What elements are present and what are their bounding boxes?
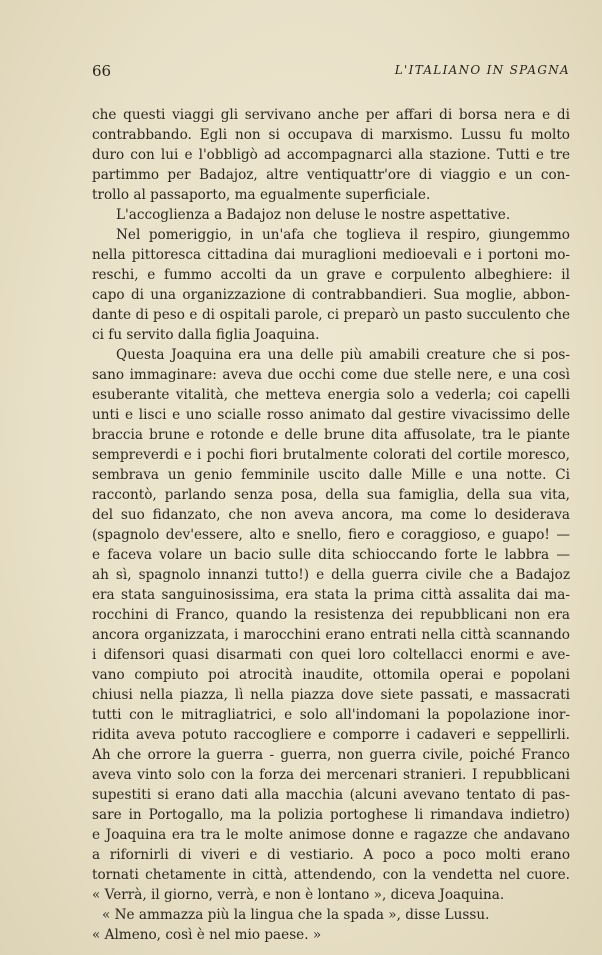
text-line: Ah che orrore la guerra - guerra, non guerra civile, poiché Franco <box>92 747 570 763</box>
text-line: chiusi nella piazza, lì nella piazza dove siete passati, e massacrati <box>92 687 570 703</box>
text-line: Questa Joaquina era una delle più amabili creature che si pos- <box>116 347 570 363</box>
text-line: ci fu servito dalla figlia Joaquina. <box>92 327 320 343</box>
running-title: L'ITALIANO IN SPAGNA <box>394 63 570 77</box>
text-line: capo di una organizzazione di contrabbandieri. Sua moglie, abbon- <box>92 287 570 303</box>
text-line: vano compiuto poi atrocità inaudite, ottomila operai e popolani <box>92 667 570 683</box>
text-line: sempreverdi e i pochi fiori brutalmente colorati del cortile moresco, <box>92 447 570 463</box>
text-line: rocchini di Franco, quando la resistenza dei repubblicani non era <box>92 607 570 623</box>
text-line: tutti con le mitragliatrici, e solo all'indomani la popolazione inor- <box>92 707 570 723</box>
text-line: nella pittoresca cittadina dai muraglioni medioevali e i portoni mo- <box>92 247 570 263</box>
body-text <box>92 105 570 945</box>
text-line: supestiti si erano dati alla macchia (alcuni avevano tentato di pas- <box>92 787 570 803</box>
text-line: sare in Portogallo, ma la polizia portoghese li rimandava indietro) <box>92 807 570 823</box>
text-line: a rifornirli di viveri e di vestiario. A poco a poco molti erano <box>92 847 570 863</box>
text-line: duro con lui e l'obbligò ad accompagnarci alla stazione. Tutti e tre <box>92 147 570 163</box>
text-line: sano immaginare: aveva due occhi come due stelle nere, e una così <box>92 367 570 383</box>
text-line: e faceva volare un bacio sulle dita schioccando forte le labbra — <box>92 547 570 563</box>
text-line: che questi viaggi gli servivano anche per affari di borsa nera e di <box>92 107 570 123</box>
text-line: L'accoglienza a Badajoz non deluse le nostre aspettative. <box>116 207 511 223</box>
page-number: 66 <box>92 62 112 80</box>
text-line: sembrava un genio femminile uscito dalle Mille e una notte. Ci <box>92 467 570 483</box>
text-line: ah sì, spagnolo innanzi tutto!) e della guerra civile che a Badajoz <box>92 567 570 583</box>
text-line: del suo fidanzato, che non aveva ancora, ma come lo desiderava <box>92 507 570 523</box>
text-line: unti e lisci e uno scialle rosso animato dal gestire vivacissimo delle <box>92 407 570 423</box>
text-line: Nel pomeriggio, in un'afa che toglieva il respiro, giungemmo <box>116 227 570 243</box>
text-line: raccontò, parlando senza posa, della sua famiglia, della sua vita, <box>92 487 570 503</box>
text-line: contrabbando. Egli non si occupava di marxismo. Lussu fu molto <box>92 127 570 143</box>
text-line: « Ne ammazza più la lingua che la spada », disse Lussu. <box>102 907 490 923</box>
text-line: (spagnolo dev'essere, alto e snello, fiero e coraggioso, e guapo! — <box>92 527 570 543</box>
text-line: « Almeno, così è nel mio paese. » <box>92 927 322 943</box>
text-line: e Joaquina era tra le molte animose donne e ragazze che andavano <box>92 827 570 843</box>
text-line: trollo al passaporto, ma egualmente superficiale. <box>92 187 431 203</box>
text-line: dante di peso e di ospitali parole, ci preparò un pasto succulento che <box>92 307 570 323</box>
text-line: reschi, e fummo accolti da un grave e corpulento albeghiere: il <box>92 267 570 283</box>
text-line: aveva vinto solo con la forza dei mercenari stranieri. I repubblicani <box>92 767 570 783</box>
text-line: partimmo per Badajoz, altre ventiquattr'ore di viaggio e un con- <box>92 167 570 183</box>
text-line: esuberante vitalità, che metteva energia solo a vederla; coi capelli <box>92 387 570 403</box>
page-header <box>92 62 570 82</box>
text-line: tornati chetamente in città, attendendo, con la vendetta nel cuore. <box>92 867 570 883</box>
text-line: braccia brune e rotonde e delle brune dita affusolate, tra le piante <box>92 427 570 443</box>
text-line: « Verrà, il giorno, verrà, e non è lontano », diceva Joaquina. <box>92 887 505 903</box>
text-line: era stata sanguinosissima, era stata la prima città assalita dai ma- <box>92 587 570 603</box>
text-line: i difensori quasi disarmati con quei loro coltellacci enormi e ave- <box>92 647 570 663</box>
text-line: ridita aveva potuto raccogliere e comporre i cadaveri e seppellirli. <box>92 727 570 743</box>
text-line: ancora organizzata, i marocchini erano entrati nella città scannando <box>92 627 570 643</box>
